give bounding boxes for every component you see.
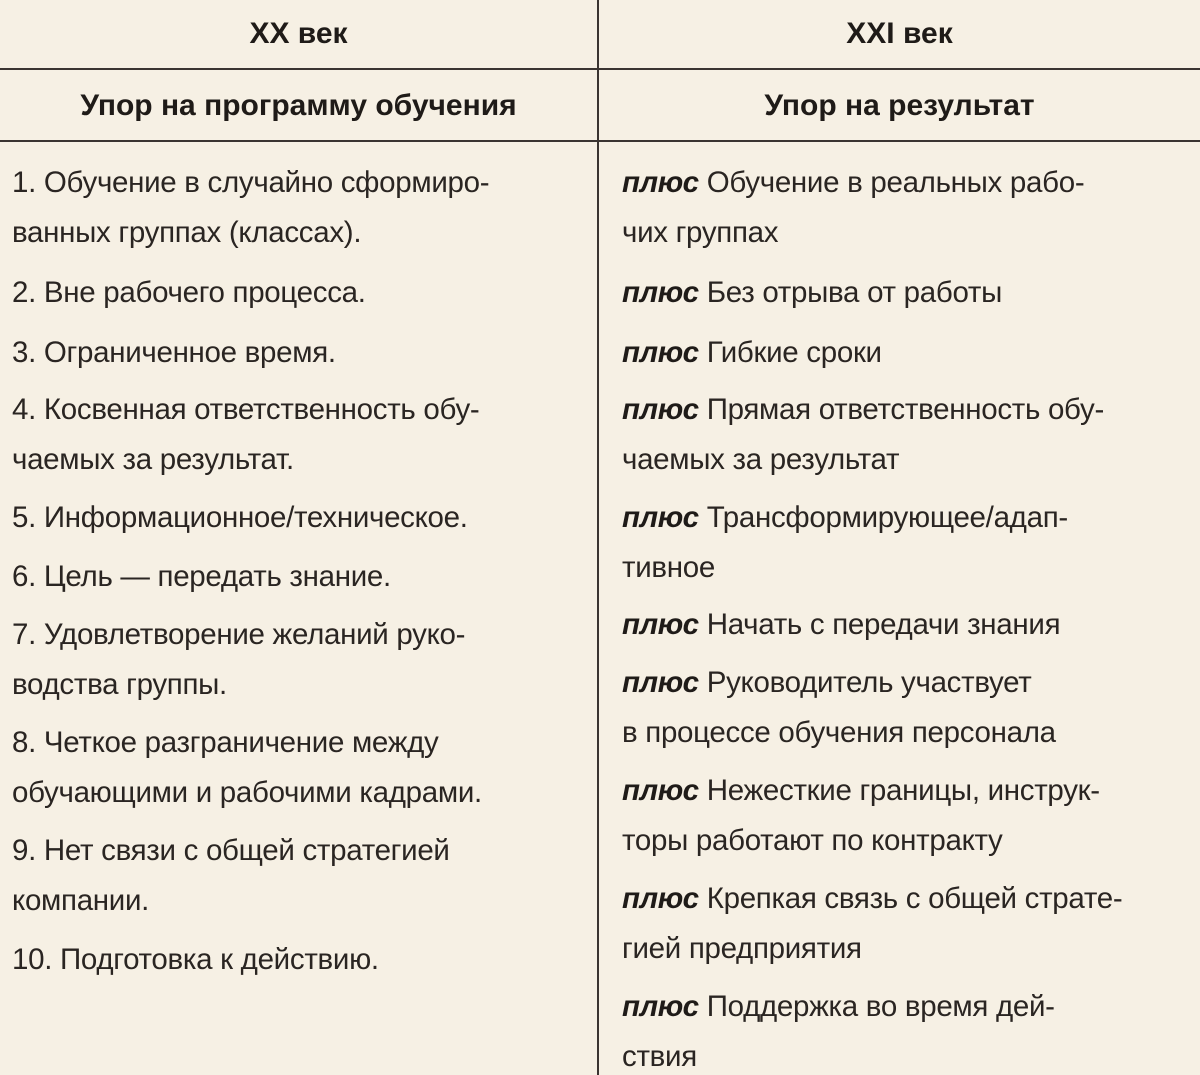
left-item-line: компании. (12, 884, 150, 917)
right-list-item (622, 493, 1197, 593)
plus-label: плюс (622, 990, 699, 1023)
left-list-item (12, 935, 592, 985)
plus-label: плюс (622, 166, 699, 199)
right-item-line (622, 543, 1197, 593)
right-item-text: торы работают по контракту (622, 824, 1003, 857)
right-column-subtitle: Упор на результат (764, 89, 1035, 122)
right-list-item (622, 658, 1197, 758)
left-list-item (12, 385, 592, 485)
left-item-line: 3. Ограниченное время. (12, 336, 336, 369)
plus-label: плюс (622, 276, 699, 309)
right-item-line (622, 766, 1197, 816)
left-item-line: 7. Удовлетворение желаний руко- (12, 618, 466, 651)
right-item-text: Прямая ответственность обу- (706, 393, 1104, 426)
right-item-text: Без отрыва от работы (706, 276, 1003, 309)
right-list-item (622, 385, 1197, 485)
left-item-line: водства группы. (12, 668, 227, 701)
right-item-text: Начать с передачи знания (706, 608, 1061, 641)
left-column-title: XX век (249, 17, 348, 50)
right-list-item (622, 600, 1197, 650)
left-item-line: 10. Подготовка к действию. (12, 943, 379, 976)
left-item-line: 4. Косвенная ответственность обу- (12, 393, 480, 426)
plus-label: плюс (622, 882, 699, 915)
left-item-line: 1. Обучение в случайно сформиро- (12, 166, 490, 199)
right-item-text: Руководитель участвует (706, 666, 1032, 699)
right-item-line (622, 268, 1197, 318)
left-item-line: 9. Нет связи с общей стратегией (12, 834, 450, 867)
right-item-line (622, 708, 1197, 758)
left-item-line: ванных группах (классах). (12, 216, 362, 249)
plus-label: плюс (622, 393, 699, 426)
right-item-line (622, 385, 1197, 435)
right-item-line (622, 600, 1197, 650)
right-list-item (622, 158, 1197, 258)
right-item-text: Поддержка во время дей- (706, 990, 1055, 1023)
left-item-line: обучающими и рабочими кадрами. (12, 776, 482, 809)
right-item-text: Крепкая связь с общей страте- (706, 882, 1123, 915)
header-divider-top (0, 68, 1200, 70)
right-item-text: чих группах (622, 216, 779, 249)
left-list-item (12, 826, 592, 926)
left-list-item (12, 328, 592, 378)
right-item-line (622, 982, 1197, 1032)
left-list-item (12, 158, 592, 258)
left-list-item (12, 268, 592, 318)
right-item-text: гией предприятия (622, 932, 862, 965)
left-item-line: 6. Цель — передать знание. (12, 560, 391, 593)
right-item-text: ствия (622, 1040, 697, 1073)
plus-label: плюс (622, 336, 699, 369)
right-list-item (622, 766, 1197, 866)
right-item-line (622, 435, 1197, 485)
right-item-text: тивное (622, 551, 715, 584)
table-column-divider (597, 0, 599, 1075)
right-item-line (622, 924, 1197, 974)
right-item-text: чаемых за результат (622, 443, 900, 476)
plus-label: плюс (622, 501, 699, 534)
left-list-item (12, 552, 592, 602)
header-divider-bottom (0, 140, 1200, 142)
right-item-text: Гибкие сроки (706, 336, 882, 369)
right-item-line (622, 1032, 1197, 1075)
right-list-item (622, 328, 1197, 378)
plus-label: плюс (622, 666, 699, 699)
left-list-item (12, 493, 592, 543)
right-item-text: Нежесткие границы, инструк- (706, 774, 1100, 807)
right-column-title: XXI век (846, 17, 953, 50)
left-column-subtitle: Упор на программу обучения (80, 89, 517, 122)
right-item-line (622, 208, 1197, 258)
right-item-line (622, 658, 1197, 708)
plus-label: плюс (622, 774, 699, 807)
left-item-line: 2. Вне рабочего процесса. (12, 276, 366, 309)
left-list-item (12, 718, 592, 818)
left-item-line: 5. Информационное/техническое. (12, 501, 468, 534)
left-item-line: 8. Четкое разграничение между (12, 726, 439, 759)
right-item-line (622, 493, 1197, 543)
right-item-line (622, 874, 1197, 924)
right-list-item (622, 268, 1197, 318)
right-list-item (622, 982, 1197, 1075)
right-list-item (622, 874, 1197, 974)
right-item-line (622, 816, 1197, 866)
right-item-line (622, 328, 1197, 378)
right-item-text: Обучение в реальных рабо- (706, 166, 1085, 199)
right-item-text: Трансформирующее/адап- (706, 501, 1068, 534)
right-item-text: в процессе обучения персонала (622, 716, 1056, 749)
right-item-line (622, 158, 1197, 208)
plus-label: плюс (622, 608, 699, 641)
left-item-line: чаемых за результат. (12, 443, 294, 476)
left-list-item (12, 610, 592, 710)
